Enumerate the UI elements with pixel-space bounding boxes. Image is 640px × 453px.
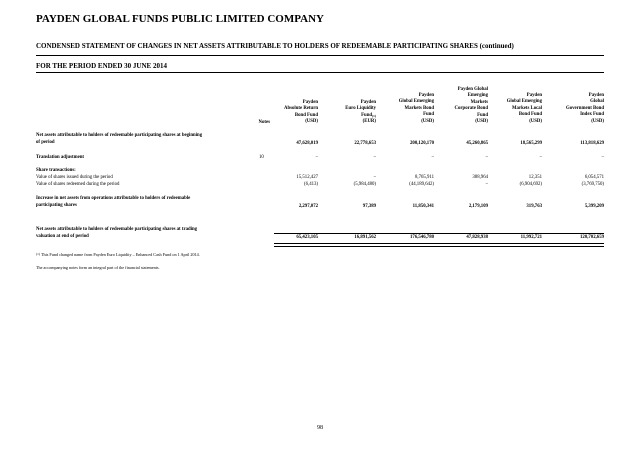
column-currency: (USD) [421, 118, 434, 124]
value-cell: 6,054,571 [584, 175, 604, 180]
value-cell: – [431, 155, 434, 160]
footnote-text: This Fund changed name from Payden Euro Liquidity – Enhanced Cash Fund on 1 April 2014. [39, 252, 200, 257]
column-currency: (USD) [591, 118, 604, 124]
value-cell: 120,702,659 [580, 235, 604, 240]
value-cell: – [601, 155, 604, 160]
value-cell: 65,423,105 [296, 235, 318, 240]
row-label: Net assets attributable to holders of redeemable participating shares at trading [36, 227, 198, 232]
column-header-3 [380, 93, 434, 125]
value-cell: (5,984,480) [353, 182, 376, 187]
value-cell: 47,828,938 [466, 235, 488, 240]
row-label: valuation at end of period [36, 234, 89, 239]
value-cell: 2,179,109 [468, 204, 488, 209]
row-label: Translation adjustment [36, 155, 85, 160]
double-total-rule [274, 243, 604, 247]
value-cell: 16,891,562 [354, 235, 376, 240]
company-title: PAYDEN GLOBAL FUNDS PUBLIC LIMITED COMPANY [36, 13, 324, 25]
value-cell: 97,389 [362, 204, 376, 209]
notes-statement: The accompanying notes form an integral part of the financial statements. [36, 265, 160, 270]
column-header-1 [272, 100, 318, 126]
header-divider [36, 55, 604, 56]
note-reference: 10 [259, 155, 264, 160]
column-name: Payden Global Emerging Markets Local Bond Fund [506, 93, 542, 118]
values-closing [0, 235, 640, 243]
column-header-5 [490, 93, 542, 125]
value-cell: 8,765,911 [414, 175, 434, 180]
value-cell: 18,565,299 [520, 141, 542, 146]
column-name: Payden Global Emerging Markets Corporate Bond Fund [454, 87, 488, 118]
column-name: Payden Global Government Bond Index Fund [566, 93, 604, 118]
value-cell: 319,763 [526, 204, 542, 209]
values-redeemed [0, 182, 640, 190]
value-cell: 11,850,341 [412, 204, 434, 209]
value-cell: (3,769,750) [581, 182, 604, 187]
total-rule [274, 233, 604, 234]
value-cell: 5,399,209 [584, 204, 604, 209]
value-cell: 45,260,865 [466, 141, 488, 146]
column-header-4 [430, 87, 488, 125]
value-cell: 15,512,427 [296, 175, 318, 180]
value-cell: 176,546,780 [410, 235, 434, 240]
column-currency: (USD) [305, 119, 318, 125]
value-cell: (44,189,642) [409, 182, 434, 187]
value-cell: – [485, 155, 488, 160]
value-cell: (6,904,692) [519, 182, 542, 187]
value-cell: 113,818,629 [580, 141, 604, 146]
value-cell: 22,778,653 [354, 141, 376, 146]
values-increase [0, 204, 640, 212]
footnote-marker: (1) [36, 252, 40, 256]
column-name: Payden Global Emerging Markets Bond Fund [398, 93, 434, 118]
row-label: Increase in net assets from operations attributable to holders of redeemable [36, 196, 191, 201]
period-divider [36, 72, 604, 73]
section-label: Share transactions: [36, 168, 76, 173]
page-number: 98 [317, 425, 323, 431]
column-currency: (USD) [475, 119, 488, 125]
column-currency: (USD) [529, 118, 542, 124]
value-cell: – [315, 155, 318, 160]
statement-title: CONDENSED STATEMENT OF CHANGES IN NET ASSETS ATTRIBUTABLE TO HOLDERS OF REDEEMABLE PARTICIPATING SHARES (continued) [36, 42, 514, 50]
period-title: FOR THE PERIOD ENDED 30 JUNE 2014 [36, 62, 167, 70]
value-cell: (6,413) [304, 182, 318, 187]
row-label: of period [36, 140, 55, 145]
column-currency: (EUR) [362, 119, 376, 125]
value-cell: – [373, 175, 376, 180]
column-name: Payden Absolute Return Bond Fund [284, 100, 318, 118]
row-label: Value of shares redeemed during the period [36, 182, 120, 187]
value-cell: – [539, 155, 542, 160]
value-cell: – [485, 182, 488, 187]
notes-column-header: Notes [258, 120, 270, 125]
footnote-marker: (1) [372, 113, 376, 118]
footnote-1 [36, 252, 200, 257]
column-header-6 [540, 93, 604, 125]
column-header-2 [322, 100, 376, 126]
value-cell: 11,992,721 [520, 235, 542, 240]
value-cell: 388,964 [472, 175, 488, 180]
value-cell: 2,297,072 [298, 204, 318, 209]
row-label: Value of shares issued during the period [36, 175, 113, 180]
values-opening [0, 141, 640, 149]
value-cell: – [373, 155, 376, 160]
row-label: participating shares [36, 203, 77, 208]
values-translation [0, 155, 640, 163]
value-cell: 200,120,170 [410, 141, 434, 146]
value-cell: 47,628,019 [296, 141, 318, 146]
row-label: Net assets attributable to holders of redeemable participating shares at beginning [36, 133, 203, 138]
value-cell: 12,351 [528, 175, 542, 180]
column-name: Payden Euro Liquidity Fund$^{(1)}$ [345, 100, 376, 118]
